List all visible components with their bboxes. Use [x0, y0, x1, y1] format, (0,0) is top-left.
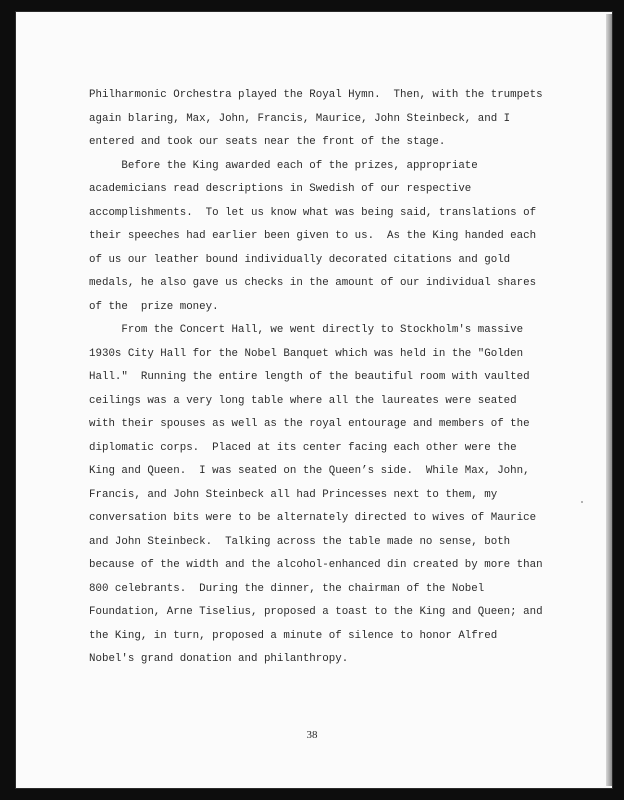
- text-line: 800 celebrants. During the dinner, the chairman of the Nobel: [89, 582, 485, 595]
- page-number: 38: [306, 729, 318, 741]
- text-line: Francis, and John Steinbeck all had Princesses next to them, my: [89, 488, 498, 501]
- text-line: entered and took our seats near the front of the stage.: [89, 136, 446, 148]
- page-edge-shadow: [606, 14, 612, 786]
- text-line: Philharmonic Orchestra played the Royal Hymn. Then, with the trumpets: [89, 89, 543, 101]
- text-line: diplomatic corps. Placed at its center facing each other were the: [89, 441, 517, 454]
- text-line: Nobel's grand donation and philanthropy.: [89, 653, 349, 665]
- scan-speck: [581, 501, 583, 503]
- text-line: medals, he also gave us checks in the amount of our individual shares: [89, 277, 537, 289]
- text-line: the King, in turn, proposed a minute of silence to honor Alfred: [89, 629, 498, 642]
- text-line: 1930s City Hall for the Nobel Banquet which was held in the "Golden: [89, 347, 524, 360]
- text-line: and John Steinbeck. Talking across the table made no sense, both: [89, 535, 511, 548]
- text-line: Hall." Running the entire length of the beautiful room with vaulted: [89, 371, 530, 383]
- body-text: [89, 84, 549, 672]
- text-line: Foundation, Arne Tiselius, proposed a toast to the King and Queen; and: [89, 606, 543, 618]
- text-line: with their spouses as well as the royal entourage and members of the: [89, 418, 530, 430]
- text-line: accomplishments. To let us know what was being said, translations of: [89, 206, 537, 219]
- text-line: ceilings was a very long table where all the laureates were seated: [89, 394, 517, 407]
- text-line: again blaring, Max, John, Francis, Maurice, John Steinbeck, and I: [89, 112, 511, 125]
- text-line: King and Queen. I was seated on the Queen’s side. While Max, John,: [89, 465, 530, 477]
- text-line: of us our leather bound individually decorated citations and gold: [89, 253, 511, 266]
- text-line: academicians read descriptions in Swedish of our respective: [89, 183, 472, 195]
- text-line: conversation bits were to be alternately directed to wives of Maurice: [89, 512, 537, 524]
- text-line: their speeches had earlier been given to us. As the King handed each: [89, 230, 537, 242]
- text-line: of the prize money.: [89, 300, 219, 313]
- text-line: From the Concert Hall, we went directly to Stockholm's massive: [89, 324, 524, 336]
- text-line: because of the width and the alcohol-enhanced din created by more than: [89, 559, 543, 571]
- text-line: Before the King awarded each of the prizes, appropriate: [89, 159, 478, 172]
